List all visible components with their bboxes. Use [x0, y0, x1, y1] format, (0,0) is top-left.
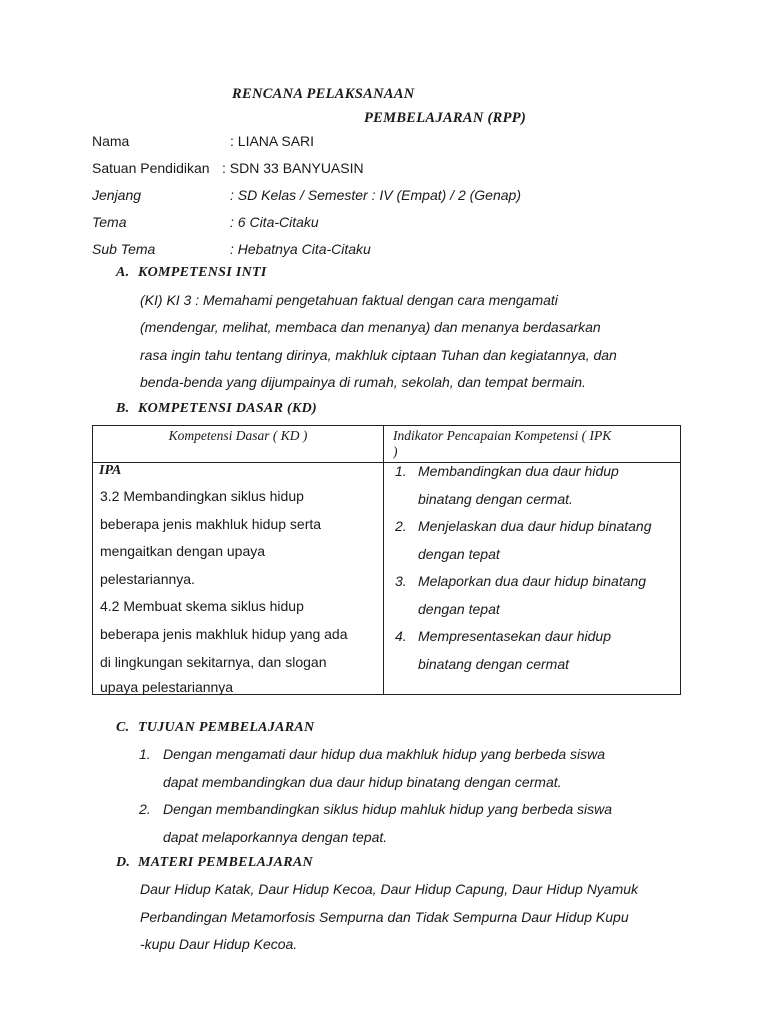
- table-header-ipk-line2: ): [393, 444, 398, 459]
- section-a-line: (KI) KI 3 : Memahami pengetahuan faktual dengan cara mengamati: [140, 292, 558, 308]
- section-d-heading: [116, 855, 313, 871]
- tujuan-item-line: Dengan membandingkan siklus hidup mahluk hidup yang berbeda siswa: [163, 801, 613, 817]
- tujuan-item-line: dapat melaporkannya dengan tepat.: [163, 829, 388, 845]
- table-header-kd: Kompetensi Dasar ( KD ): [168, 428, 308, 443]
- section-b-letter: B.: [116, 401, 130, 416]
- section-a-line: rasa ingin tahu tentang dirinya, makhluk ciptaan Tuhan dan kegiatannya, dan: [140, 347, 617, 363]
- table-header-ipk: [393, 428, 681, 460]
- section-b-heading: [116, 401, 317, 417]
- kd-line: beberapa jenis makhluk hidup serta: [100, 516, 322, 532]
- tujuan-item-number: 2.: [139, 801, 151, 817]
- ipk-item-line: Membandingkan dua daur hidup: [418, 463, 619, 479]
- tujuan-item-number: 1.: [139, 746, 151, 762]
- section-c-letter: C.: [116, 720, 130, 735]
- section-a-title: KOMPETENSI INTI: [138, 265, 267, 280]
- materi-line: Perbandingan Metamorfosis Sempurna dan Tidak Sempurna Daur Hidup Kupu: [140, 909, 629, 925]
- ipk-item-line: dengan tepat: [418, 601, 500, 617]
- section-b-title: KOMPETENSI DASAR (KD): [138, 401, 318, 416]
- kd-line: upaya pelestariannya: [100, 679, 234, 695]
- kd-line: di lingkungan sekitarnya, dan slogan: [100, 654, 327, 670]
- section-a-letter: A.: [116, 265, 130, 280]
- sub-tema-value: : Hebatnya Cita-Citaku: [230, 241, 371, 257]
- tujuan-item-line: dapat membandingkan dua daur hidup binatang dengan cermat.: [163, 774, 562, 790]
- ipk-item-line: binatang dengan cermat.: [418, 491, 573, 507]
- ipk-item-line: dengan tepat: [418, 546, 500, 562]
- tema-value: : 6 Cita-Citaku: [230, 214, 319, 230]
- nama-label: Nama: [92, 133, 130, 149]
- section-d-letter: D.: [116, 855, 131, 870]
- ipk-item-line: Melaporkan dua daur hidup binatang: [418, 573, 647, 589]
- table-header-ipk-line1: Indikator Pencapaian Kompetensi ( IPK: [393, 428, 612, 443]
- tema-label: Tema: [92, 214, 127, 230]
- ipk-item-number: 3.: [395, 573, 407, 589]
- ipk-item-line: binatang dengan cermat: [418, 656, 569, 672]
- kd-line: mengaitkan dengan upaya: [100, 543, 266, 559]
- kd-table: [92, 425, 681, 695]
- table-column-divider: [383, 426, 384, 694]
- section-c-title: TUJUAN PEMBELAJARAN: [138, 720, 315, 735]
- jenjang-value: : SD Kelas / Semester : IV (Empat) / 2 (Genap): [230, 187, 521, 203]
- sub-tema-label: Sub Tema: [92, 241, 156, 257]
- satuan-pendidikan-value: : SDN 33 BANYUASIN: [222, 160, 364, 176]
- satuan-pendidikan-label: Satuan Pendidikan: [92, 160, 210, 176]
- ipk-item-number: 4.: [395, 628, 407, 644]
- section-c-heading: [116, 720, 314, 736]
- materi-line: Daur Hidup Katak, Daur Hidup Kecoa, Daur Hidup Capung, Daur Hidup Nyamuk: [140, 881, 639, 897]
- materi-line: -kupu Daur Hidup Kecoa.: [140, 936, 298, 952]
- kd-line: 3.2 Membandingkan siklus hidup: [100, 488, 304, 504]
- section-a-line: (mendengar, melihat, membaca dan menanya) dan menanya berdasarkan: [140, 319, 601, 335]
- document-title-line1: RENCANA PELAKSANAAN: [232, 86, 415, 102]
- kd-line: 4.2 Membuat skema siklus hidup: [100, 598, 304, 614]
- ipk-item-number: 1.: [395, 463, 407, 479]
- jenjang-label: Jenjang: [92, 187, 142, 203]
- subject-label: IPA: [99, 463, 122, 478]
- section-a-heading: [116, 265, 267, 281]
- section-d-title: MATERI PEMBELAJARAN: [138, 855, 313, 870]
- document-title-line2: PEMBELAJARAN (RPP): [364, 110, 527, 126]
- kd-line: beberapa jenis makhluk hidup yang ada: [100, 626, 348, 642]
- tujuan-item-line: Dengan mengamati daur hidup dua makhluk hidup yang berbeda siswa: [163, 746, 606, 762]
- nama-value: : LIANA SARI: [230, 133, 315, 149]
- ipk-item-number: 2.: [395, 518, 407, 534]
- section-a-line: benda-benda yang dijumpainya di rumah, sekolah, dan tempat bermain.: [140, 374, 586, 390]
- kd-line: pelestariannya.: [100, 571, 195, 587]
- ipk-item-line: Menjelaskan dua daur hidup binatang: [418, 518, 652, 534]
- ipk-item-line: Mempresentasekan daur hidup: [418, 628, 612, 644]
